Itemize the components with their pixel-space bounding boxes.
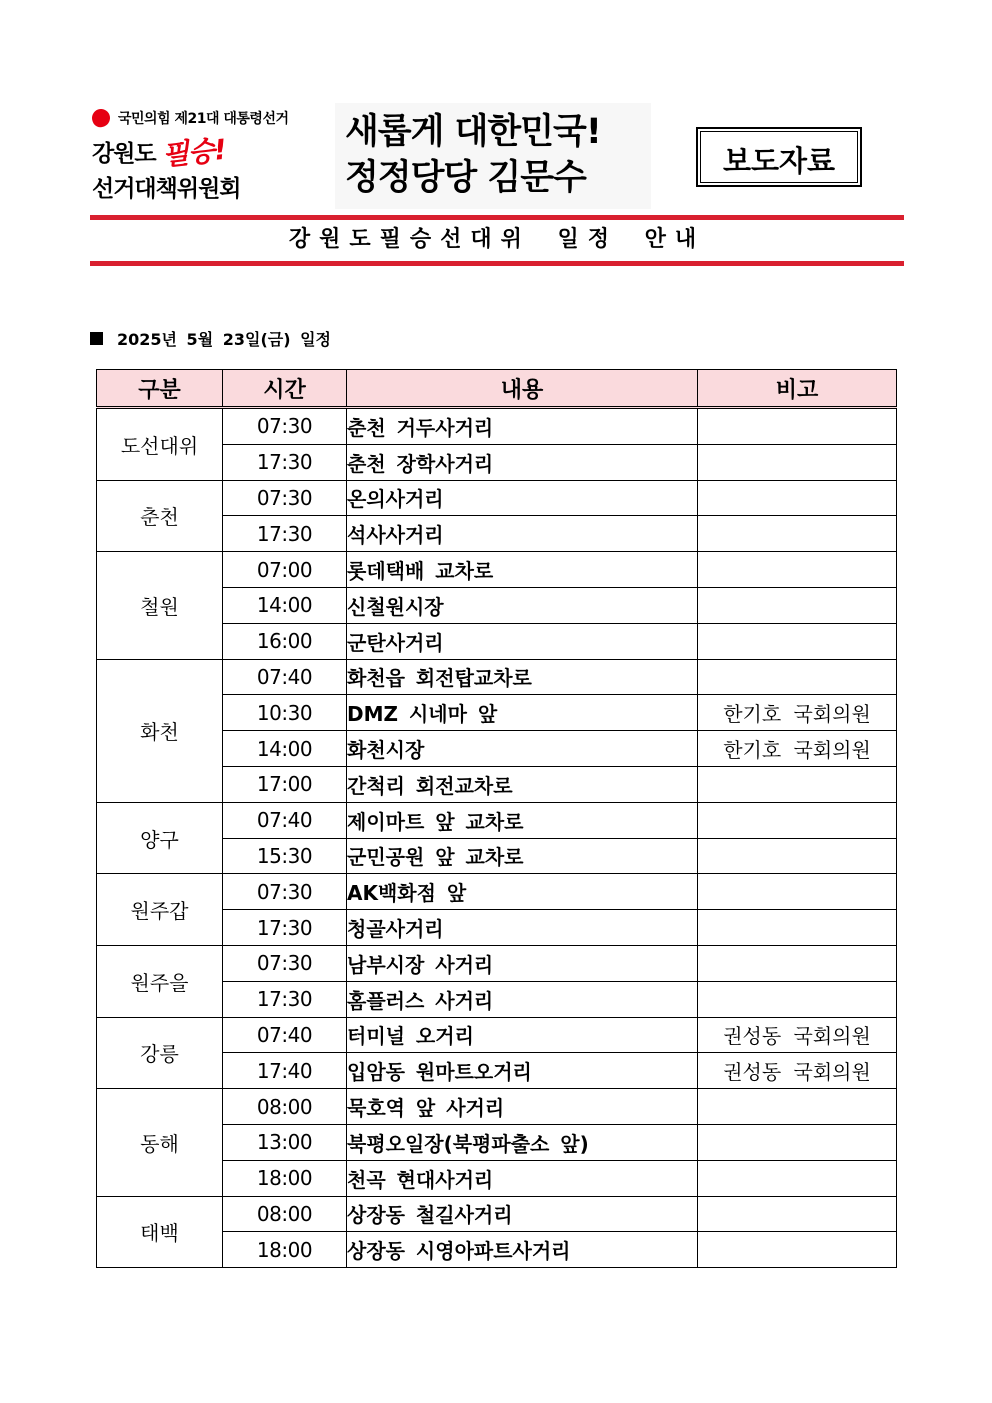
time-cell: 10:30 bbox=[223, 695, 347, 731]
schedule-date: 2025년 5월 23일(금) 일정 bbox=[117, 329, 332, 349]
place-cell: 롯데택배 교차로 bbox=[347, 552, 698, 588]
place-cell: 청골사거리 bbox=[347, 910, 698, 946]
place-cell: 남부시장 사거리 bbox=[347, 945, 698, 981]
header-content: 내용 bbox=[347, 370, 698, 408]
region-cell: 원주갑 bbox=[97, 874, 223, 946]
note-cell bbox=[698, 802, 897, 838]
time-cell: 16:00 bbox=[223, 623, 347, 659]
header-remarks: 비고 bbox=[698, 370, 897, 408]
note-cell: 권성동 국회의원 bbox=[698, 1017, 897, 1053]
time-cell: 17:30 bbox=[223, 910, 347, 946]
table-row bbox=[97, 408, 897, 445]
slogan-line-1: 새롭게 대한민국! bbox=[345, 112, 601, 152]
time-cell: 08:00 bbox=[223, 1196, 347, 1232]
note-cell bbox=[698, 1124, 897, 1160]
press-release-label: 보도자료 bbox=[722, 144, 836, 178]
campaign-slogan bbox=[335, 103, 651, 209]
place-cell: 온의사거리 bbox=[347, 480, 698, 516]
region-cell: 태백 bbox=[97, 1196, 223, 1268]
note-cell bbox=[698, 552, 897, 588]
schedule-date-line bbox=[90, 325, 331, 351]
time-cell: 07:30 bbox=[223, 408, 347, 445]
place-cell: 화천시장 bbox=[347, 731, 698, 767]
table-header-row bbox=[97, 370, 897, 408]
time-cell: 17:40 bbox=[223, 1053, 347, 1089]
table-row bbox=[97, 480, 897, 516]
press-release-box bbox=[696, 127, 862, 187]
party-logo bbox=[92, 106, 332, 210]
time-cell: 13:00 bbox=[223, 1124, 347, 1160]
note-cell bbox=[698, 1232, 897, 1268]
table-row bbox=[97, 802, 897, 838]
committee-label: 선거대책위원회 bbox=[92, 176, 241, 202]
place-cell: 터미널 오거리 bbox=[347, 1017, 698, 1053]
note-cell bbox=[698, 1089, 897, 1125]
note-cell bbox=[698, 874, 897, 910]
time-cell: 07:40 bbox=[223, 1017, 347, 1053]
schedule-body bbox=[97, 408, 897, 1268]
place-cell: 홈플러스 사거리 bbox=[347, 981, 698, 1017]
table-row bbox=[97, 874, 897, 910]
note-cell bbox=[698, 945, 897, 981]
time-cell: 07:00 bbox=[223, 552, 347, 588]
time-cell: 14:00 bbox=[223, 731, 347, 767]
time-cell: 17:30 bbox=[223, 444, 347, 480]
place-cell: 입암동 원마트오거리 bbox=[347, 1053, 698, 1089]
note-cell bbox=[698, 1196, 897, 1232]
note-cell bbox=[698, 587, 897, 623]
place-cell: 천곡 현대사거리 bbox=[347, 1160, 698, 1196]
banner-title: 강원도필승선대위 일정 안내 bbox=[288, 227, 706, 252]
note-cell bbox=[698, 444, 897, 480]
region-cell: 양구 bbox=[97, 802, 223, 874]
time-cell: 17:00 bbox=[223, 766, 347, 802]
place-cell: 춘천 거두사거리 bbox=[347, 408, 698, 445]
place-cell: 상장동 철길사거리 bbox=[347, 1196, 698, 1232]
place-cell: 군민공원 앞 교차로 bbox=[347, 838, 698, 874]
place-cell: 상장동 시영아파트사거리 bbox=[347, 1232, 698, 1268]
place-cell: 묵호역 앞 사거리 bbox=[347, 1089, 698, 1125]
table-row bbox=[97, 552, 897, 588]
note-cell bbox=[698, 1160, 897, 1196]
note-cell bbox=[698, 659, 897, 695]
time-cell: 18:00 bbox=[223, 1232, 347, 1268]
region-cell: 철원 bbox=[97, 552, 223, 659]
note-cell bbox=[698, 516, 897, 552]
pilseung-label: 필승! bbox=[160, 132, 228, 173]
note-cell bbox=[698, 623, 897, 659]
time-cell: 17:30 bbox=[223, 516, 347, 552]
time-cell: 07:40 bbox=[223, 659, 347, 695]
table-row bbox=[97, 945, 897, 981]
header-category: 구분 bbox=[97, 370, 223, 408]
region-cell: 화천 bbox=[97, 659, 223, 802]
note-cell: 권성동 국회의원 bbox=[698, 1053, 897, 1089]
banner-bottom-rule bbox=[90, 261, 904, 266]
region-cell: 원주을 bbox=[97, 945, 223, 1017]
place-cell: 제이마트 앞 교차로 bbox=[347, 802, 698, 838]
square-bullet-icon bbox=[90, 332, 103, 345]
party-election-label: 국민의힘 제21대 대통령선거 bbox=[118, 111, 289, 127]
place-cell: 화천읍 회전탑교차로 bbox=[347, 659, 698, 695]
note-cell bbox=[698, 910, 897, 946]
slogan-line-2: 정정당당 김문수 bbox=[345, 158, 586, 198]
party-logo-icon bbox=[89, 106, 112, 129]
region-cell: 도선대위 bbox=[97, 408, 223, 481]
banner-top-rule bbox=[90, 215, 904, 220]
table-row bbox=[97, 659, 897, 695]
place-cell: 군탄사거리 bbox=[347, 623, 698, 659]
note-cell bbox=[698, 838, 897, 874]
note-cell: 한기호 국회의원 bbox=[698, 731, 897, 767]
time-cell: 18:00 bbox=[223, 1160, 347, 1196]
time-cell: 07:30 bbox=[223, 945, 347, 981]
note-cell bbox=[698, 408, 897, 445]
time-cell: 07:40 bbox=[223, 802, 347, 838]
table-row bbox=[97, 1196, 897, 1232]
region-cell: 춘천 bbox=[97, 480, 223, 552]
header-time: 시간 bbox=[223, 370, 347, 408]
note-cell bbox=[698, 766, 897, 802]
time-cell: 17:30 bbox=[223, 981, 347, 1017]
place-cell: 신철원시장 bbox=[347, 587, 698, 623]
table-row bbox=[97, 1089, 897, 1125]
place-cell: 북평오일장(북평파출소 앞) bbox=[347, 1124, 698, 1160]
place-cell: 간척리 회전교차로 bbox=[347, 766, 698, 802]
table-row bbox=[97, 1017, 897, 1053]
time-cell: 07:30 bbox=[223, 874, 347, 910]
place-cell: 석사사거리 bbox=[347, 516, 698, 552]
place-cell: AK백화점 앞 bbox=[347, 874, 698, 910]
region-cell: 동해 bbox=[97, 1089, 223, 1196]
schedule-table bbox=[96, 369, 897, 1268]
note-cell bbox=[698, 981, 897, 1017]
region-cell: 강릉 bbox=[97, 1017, 223, 1089]
place-cell: DMZ 시네마 앞 bbox=[347, 695, 698, 731]
time-cell: 08:00 bbox=[223, 1089, 347, 1125]
note-cell bbox=[698, 480, 897, 516]
time-cell: 07:30 bbox=[223, 480, 347, 516]
region-label: 강원도 bbox=[92, 141, 156, 167]
place-cell: 춘천 장학사거리 bbox=[347, 444, 698, 480]
time-cell: 14:00 bbox=[223, 587, 347, 623]
note-cell: 한기호 국회의원 bbox=[698, 695, 897, 731]
time-cell: 15:30 bbox=[223, 838, 347, 874]
